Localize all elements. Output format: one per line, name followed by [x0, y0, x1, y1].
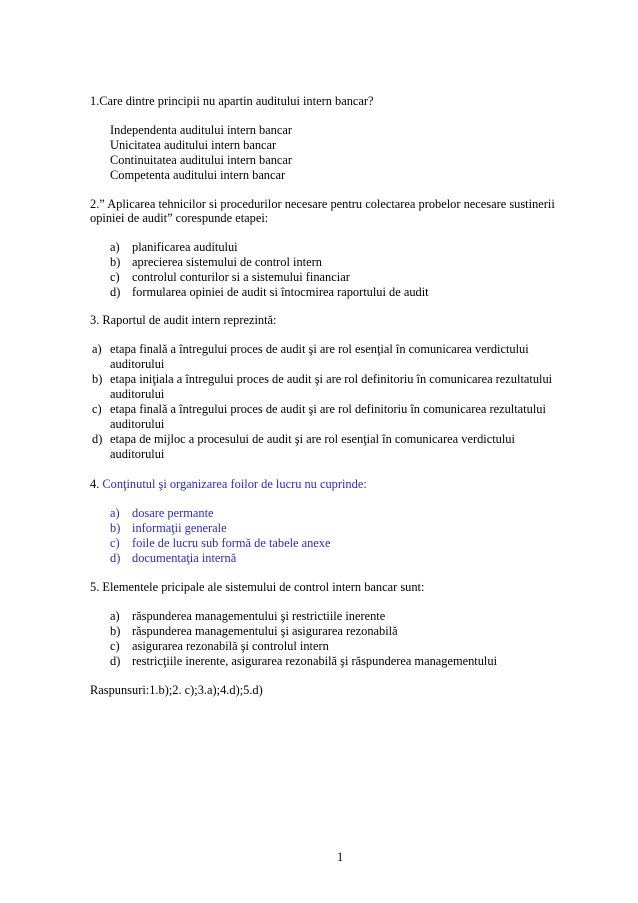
q3-option-b-line-2: auditorului: [110, 387, 165, 401]
q2-option-b-label: b): [110, 255, 121, 269]
q3-option-d-label: d): [92, 432, 103, 446]
q2-option-c-label: c): [110, 270, 120, 284]
q2-option-a-label: a): [110, 240, 120, 254]
q3-option-d-line-1: etapa de mijloc a procesului de audit şi are rol esenţial în comunicarea verdictului: [110, 432, 515, 446]
q5-option-b-label: b): [110, 624, 121, 638]
q1-option-3: Continuitatea auditului intern bancar: [110, 153, 293, 167]
q1-option-4: Competenta auditului intern bancar: [110, 168, 286, 182]
answers-line: Raspunsuri:1.b);2. c);3.a);4.d);5.d): [90, 683, 263, 697]
q5-option-c-label: c): [110, 639, 120, 653]
question-2-line-1: 2.” Aplicarea tehnicilor si procedurilor necesare pentru colectarea probelor necesare sustinerii: [90, 197, 555, 211]
q3-option-d-line-2: auditorului: [110, 447, 165, 461]
q5-option-d-text: restricţiile inerente, asigurarea rezonabilă şi răspunderea managementului: [132, 654, 498, 668]
q1-option-2: Unicitatea auditului intern bancar: [110, 138, 277, 152]
q4-option-d-text: documentaţia internă: [132, 551, 237, 565]
q2-option-c-text: controlul conturilor si a sistemului financiar: [132, 270, 350, 284]
question-4-number: 4.: [90, 477, 103, 491]
q2-option-b-text: aprecierea sistemului de control intern: [132, 255, 322, 269]
q3-option-c-label: c): [92, 402, 102, 416]
q3-option-b-line-1: etapa iniţiala a întregului proces de audit şi are rol definitoriu în comunicarea rezultatului: [110, 372, 553, 386]
q4-option-a-text: dosare permante: [132, 506, 214, 520]
q3-option-a-line-2: auditorului: [110, 357, 165, 371]
q2-option-a-text: planificarea auditului: [132, 240, 238, 254]
q3-option-c-line-2: auditorului: [110, 417, 165, 431]
question-2-line-2: opiniei de audit” corespunde etapei:: [90, 211, 269, 225]
q5-option-a-label: a): [110, 609, 120, 623]
question-4-text: Conţinutul şi organizarea foilor de lucru nu cuprinde:: [102, 477, 367, 491]
q3-option-c-line-1: etapa finală a întregului proces de audit şi are rol definitoriu în comunicarea rezultatului: [110, 402, 546, 416]
q5-option-a-text: răspunderea managementului şi restrictiile inerente: [132, 609, 386, 623]
q4-option-b-label: b): [110, 521, 121, 535]
q4-option-c-label: c): [110, 536, 120, 550]
question-5: 5. Elementele pricipale ale sistemului de control intern bancar sunt:: [90, 580, 425, 594]
q5-option-b-text: răspunderea managementului şi asigurarea rezonabilă: [132, 624, 398, 638]
page-number: 1: [337, 850, 344, 864]
q4-option-b-text: informaţii generale: [132, 521, 227, 535]
q2-option-d-text: formularea opiniei de audit si întocmirea raportului de audit: [132, 285, 429, 299]
question-4: [90, 477, 367, 492]
q3-option-b-label: b): [92, 372, 103, 386]
q4-option-c-text: foile de lucru sub formă de tabele anexe: [132, 536, 331, 550]
q3-option-a-label: a): [92, 342, 102, 356]
q3-option-a-line-1: etapa finală a întregului proces de audit şi are rol esenţial în comunicarea verdictului: [110, 342, 529, 356]
q5-option-d-label: d): [110, 654, 121, 668]
q4-option-a-label: a): [110, 506, 120, 520]
q5-option-c-text: asigurarea rezonabilă şi controlul intern: [132, 639, 329, 653]
q2-option-d-label: d): [110, 285, 121, 299]
q1-option-1: Independenta auditului intern bancar: [110, 123, 292, 137]
question-1: 1.Care dintre principii nu apartin auditului intern bancar?: [90, 94, 374, 108]
question-3: 3. Raportul de audit intern reprezintă:: [90, 313, 277, 327]
q4-option-d-label: d): [110, 551, 121, 565]
